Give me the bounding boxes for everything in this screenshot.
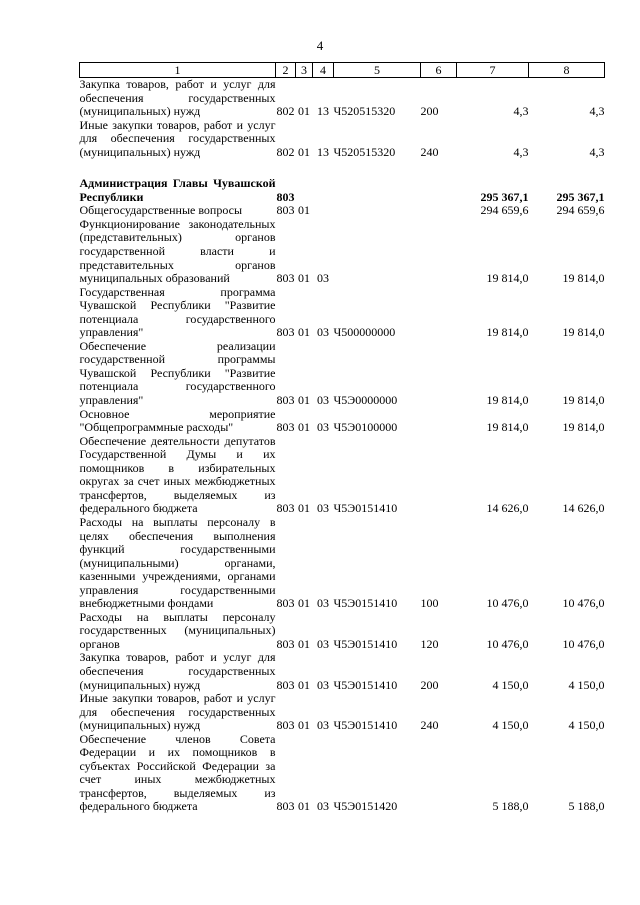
amount-cell-year1: 4 150,0 xyxy=(492,677,529,692)
ministry-code-cell: 802 xyxy=(276,104,295,119)
ministry-code-cell: 803 xyxy=(276,636,295,651)
amount-cell-year2: 19 814,0 xyxy=(562,325,605,340)
subsection-code-cell xyxy=(313,177,334,204)
section-code-cell: 01 xyxy=(298,271,310,286)
row-name-cell: Общегосударственные вопросы xyxy=(79,203,243,218)
subsection-code-cell xyxy=(313,204,334,218)
section-code-cell: 01 xyxy=(298,144,310,159)
target-article-code-cell xyxy=(334,177,421,204)
amount-cell-year2: 4,3 xyxy=(589,144,605,159)
amount-cell-year1: 294 659,6 xyxy=(480,203,529,218)
subsection-code-cell: 03 xyxy=(317,677,329,692)
amount-cell-year2: 5 188,0 xyxy=(568,799,605,814)
section-code-cell: 01 xyxy=(298,420,310,435)
row-name-cell: Закупка товаров, работ и услуг для обеспечения государственных (муниципальных) нужд xyxy=(79,650,276,692)
ministry-code-cell: 803 xyxy=(276,420,295,435)
target-article-code-cell: Ч520515320 xyxy=(333,104,396,119)
amount-cell-year1: 4,3 xyxy=(513,104,529,119)
column-header: 6 xyxy=(421,63,457,78)
ministry-code-cell: 803 xyxy=(276,393,295,408)
table-row xyxy=(80,78,605,119)
row-name-cell: Обеспечение членов Совета Федерации и их помощников в субъектах Российской Федерации за счет иных межбюджетных трансфертов, выделяемых из федерального бюджета xyxy=(79,731,276,814)
row-name-cell: Расходы на выплаты персоналу государственных (муниципальных) органов xyxy=(79,609,276,651)
section-code-cell xyxy=(296,177,313,204)
subsection-code-cell: 03 xyxy=(317,636,329,651)
table-row xyxy=(80,218,605,286)
expense-type-code-cell xyxy=(421,177,457,204)
table-row xyxy=(80,733,605,814)
subsection-code-cell: 13 xyxy=(317,144,329,159)
amount-cell-year2: 4 150,0 xyxy=(568,677,605,692)
ministry-code-cell: 802 xyxy=(276,144,295,159)
amount-cell-year1: 5 188,0 xyxy=(492,799,529,814)
column-header: 4 xyxy=(313,63,334,78)
ministry-code-cell: 803 xyxy=(276,203,295,218)
section-code-cell: 01 xyxy=(298,203,310,218)
expense-type-code-cell xyxy=(421,340,457,408)
subsection-code-cell: 03 xyxy=(317,799,329,814)
subsection-code-cell: 03 xyxy=(317,393,329,408)
table-row xyxy=(80,204,605,218)
table-row xyxy=(80,119,605,160)
column-header: 8 xyxy=(529,63,605,78)
expense-type-code-cell xyxy=(421,204,457,218)
ministry-code-cell: 803 xyxy=(276,189,295,204)
row-name-cell: Администрация Главы Чувашской Республики xyxy=(79,176,276,204)
subsection-code-cell: 03 xyxy=(317,596,329,611)
section-code-cell: 01 xyxy=(298,677,310,692)
column-header: 1 xyxy=(80,63,276,78)
target-article-code-cell: Ч5Э0151410 xyxy=(333,718,398,733)
ministry-code-cell: 803 xyxy=(276,325,295,340)
table-row xyxy=(80,435,605,516)
column-header: 2 xyxy=(276,63,296,78)
expense-type-code-cell: 240 xyxy=(420,718,439,733)
amount-cell-year2: 4 150,0 xyxy=(568,718,605,733)
page-number: 4 xyxy=(316,38,324,53)
amount-cell-year1: 4 150,0 xyxy=(492,718,529,733)
budget-table xyxy=(79,62,605,814)
amount-cell-year1: 14 626,0 xyxy=(486,501,529,516)
amount-cell-year1: 295 367,1 xyxy=(480,189,529,204)
table-row xyxy=(80,286,605,340)
row-name-cell: Иные закупки товаров, работ и услуг для обеспечения государственных (муниципальных) нужд xyxy=(79,117,276,159)
expense-type-code-cell: 200 xyxy=(420,677,439,692)
column-header: 7 xyxy=(457,63,529,78)
row-name-cell: Обеспечение реализации государственной программы Чувашской Республики "Развитие потенциала государственного управления" xyxy=(79,338,276,408)
table-row xyxy=(80,516,605,611)
ministry-code-cell: 803 xyxy=(276,799,295,814)
target-article-code-cell xyxy=(334,204,421,218)
row-name-cell: Функционирование законодательных (представительных) органов государственной власти и представительных органов муниципальных образований xyxy=(79,216,276,286)
section-code-cell: 01 xyxy=(298,718,310,733)
amount-cell-year2: 19 814,0 xyxy=(562,271,605,286)
table-row xyxy=(80,692,605,733)
target-article-code-cell: Ч5Э0100000 xyxy=(333,420,398,435)
column-number-header-row xyxy=(80,63,605,78)
column-header: 3 xyxy=(296,63,313,78)
expense-type-code-cell xyxy=(421,435,457,516)
expense-type-code-cell xyxy=(421,408,457,435)
subsection-code-cell: 03 xyxy=(317,420,329,435)
section-code-cell: 01 xyxy=(298,104,310,119)
expense-type-code-cell xyxy=(421,733,457,814)
target-article-code-cell: Ч5Э0000000 xyxy=(333,393,398,408)
expense-type-code-cell: 240 xyxy=(420,144,439,159)
target-article-code-cell: Ч500000000 xyxy=(333,325,396,340)
amount-cell-year2: 10 476,0 xyxy=(562,636,605,651)
row-name-cell: Обеспечение деятельности депутатов Государственной Думы и их помощников в избирательных округах за счет иных межбюджетных трансфертов, выделяемых из федерального бюджета xyxy=(79,433,276,516)
expense-type-code-cell xyxy=(421,218,457,286)
ministry-code-cell: 803 xyxy=(276,596,295,611)
ministry-code-cell: 803 xyxy=(276,718,295,733)
amount-cell-year2: 14 626,0 xyxy=(562,501,605,516)
amount-cell-year2: 4,3 xyxy=(589,104,605,119)
table-row xyxy=(80,408,605,435)
section-code-cell: 01 xyxy=(298,325,310,340)
section-code-cell: 01 xyxy=(298,393,310,408)
section-code-cell: 01 xyxy=(298,636,310,651)
subsection-code-cell: 03 xyxy=(317,271,329,286)
row-name-cell: Иные закупки товаров, работ и услуг для обеспечения государственных (муниципальных) нужд xyxy=(79,691,276,733)
table-row xyxy=(80,611,605,652)
amount-cell-year2: 19 814,0 xyxy=(562,420,605,435)
expense-type-code-cell: 100 xyxy=(420,596,439,611)
amount-cell-year1: 19 814,0 xyxy=(486,325,529,340)
section-code-cell: 01 xyxy=(298,596,310,611)
section-code-cell: 01 xyxy=(298,501,310,516)
column-header: 5 xyxy=(334,63,421,78)
subsection-code-cell: 13 xyxy=(317,104,329,119)
amount-cell-year1: 19 814,0 xyxy=(486,420,529,435)
target-article-code-cell: Ч5Э0151410 xyxy=(333,677,398,692)
spacer-row xyxy=(80,159,605,177)
target-article-code-cell: Ч5Э0151410 xyxy=(333,636,398,651)
amount-cell-year2: 295 367,1 xyxy=(556,189,605,204)
target-article-code-cell: Ч5Э0151410 xyxy=(333,596,398,611)
amount-cell-year1: 19 814,0 xyxy=(486,393,529,408)
expense-type-code-cell: 200 xyxy=(420,104,439,119)
table-row xyxy=(80,177,605,204)
subsection-code-cell: 03 xyxy=(317,325,329,340)
subsection-code-cell: 03 xyxy=(317,501,329,516)
target-article-code-cell: Ч5Э0151410 xyxy=(333,501,398,516)
section-code-cell: 01 xyxy=(298,799,310,814)
amount-cell-year1: 19 814,0 xyxy=(486,271,529,286)
amount-cell-year1: 10 476,0 xyxy=(486,596,529,611)
amount-cell-year2: 294 659,6 xyxy=(556,203,605,218)
row-name-cell: Расходы на выплаты персоналу в целях обеспечения выполнения функций государственными (муниципальными) органами, казенными учреждениями, органами управления государственными внебюджетными фондами xyxy=(79,514,276,611)
expense-type-code-cell xyxy=(421,286,457,340)
amount-cell-year1: 4,3 xyxy=(513,144,529,159)
amount-cell-year2: 19 814,0 xyxy=(562,393,605,408)
amount-cell-year2: 10 476,0 xyxy=(562,596,605,611)
ministry-code-cell: 803 xyxy=(276,501,295,516)
target-article-code-cell xyxy=(334,218,421,286)
amount-cell-year1: 10 476,0 xyxy=(486,636,529,651)
row-name-cell: Основное мероприятие "Общепрограммные расходы" xyxy=(79,406,276,435)
ministry-code-cell: 803 xyxy=(276,271,295,286)
row-name-cell: Государственная программа Чувашской Республики "Развитие потенциала государственного управления" xyxy=(79,284,276,340)
row-name-cell: Закупка товаров, работ и услуг для обеспечения государственных (муниципальных) нужд xyxy=(79,77,276,119)
target-article-code-cell: Ч5Э0151420 xyxy=(333,799,398,814)
ministry-code-cell: 803 xyxy=(276,677,295,692)
table-row xyxy=(80,651,605,692)
expense-type-code-cell: 120 xyxy=(420,636,439,651)
subsection-code-cell: 03 xyxy=(317,718,329,733)
target-article-code-cell: Ч520515320 xyxy=(333,144,396,159)
table-row xyxy=(80,340,605,408)
